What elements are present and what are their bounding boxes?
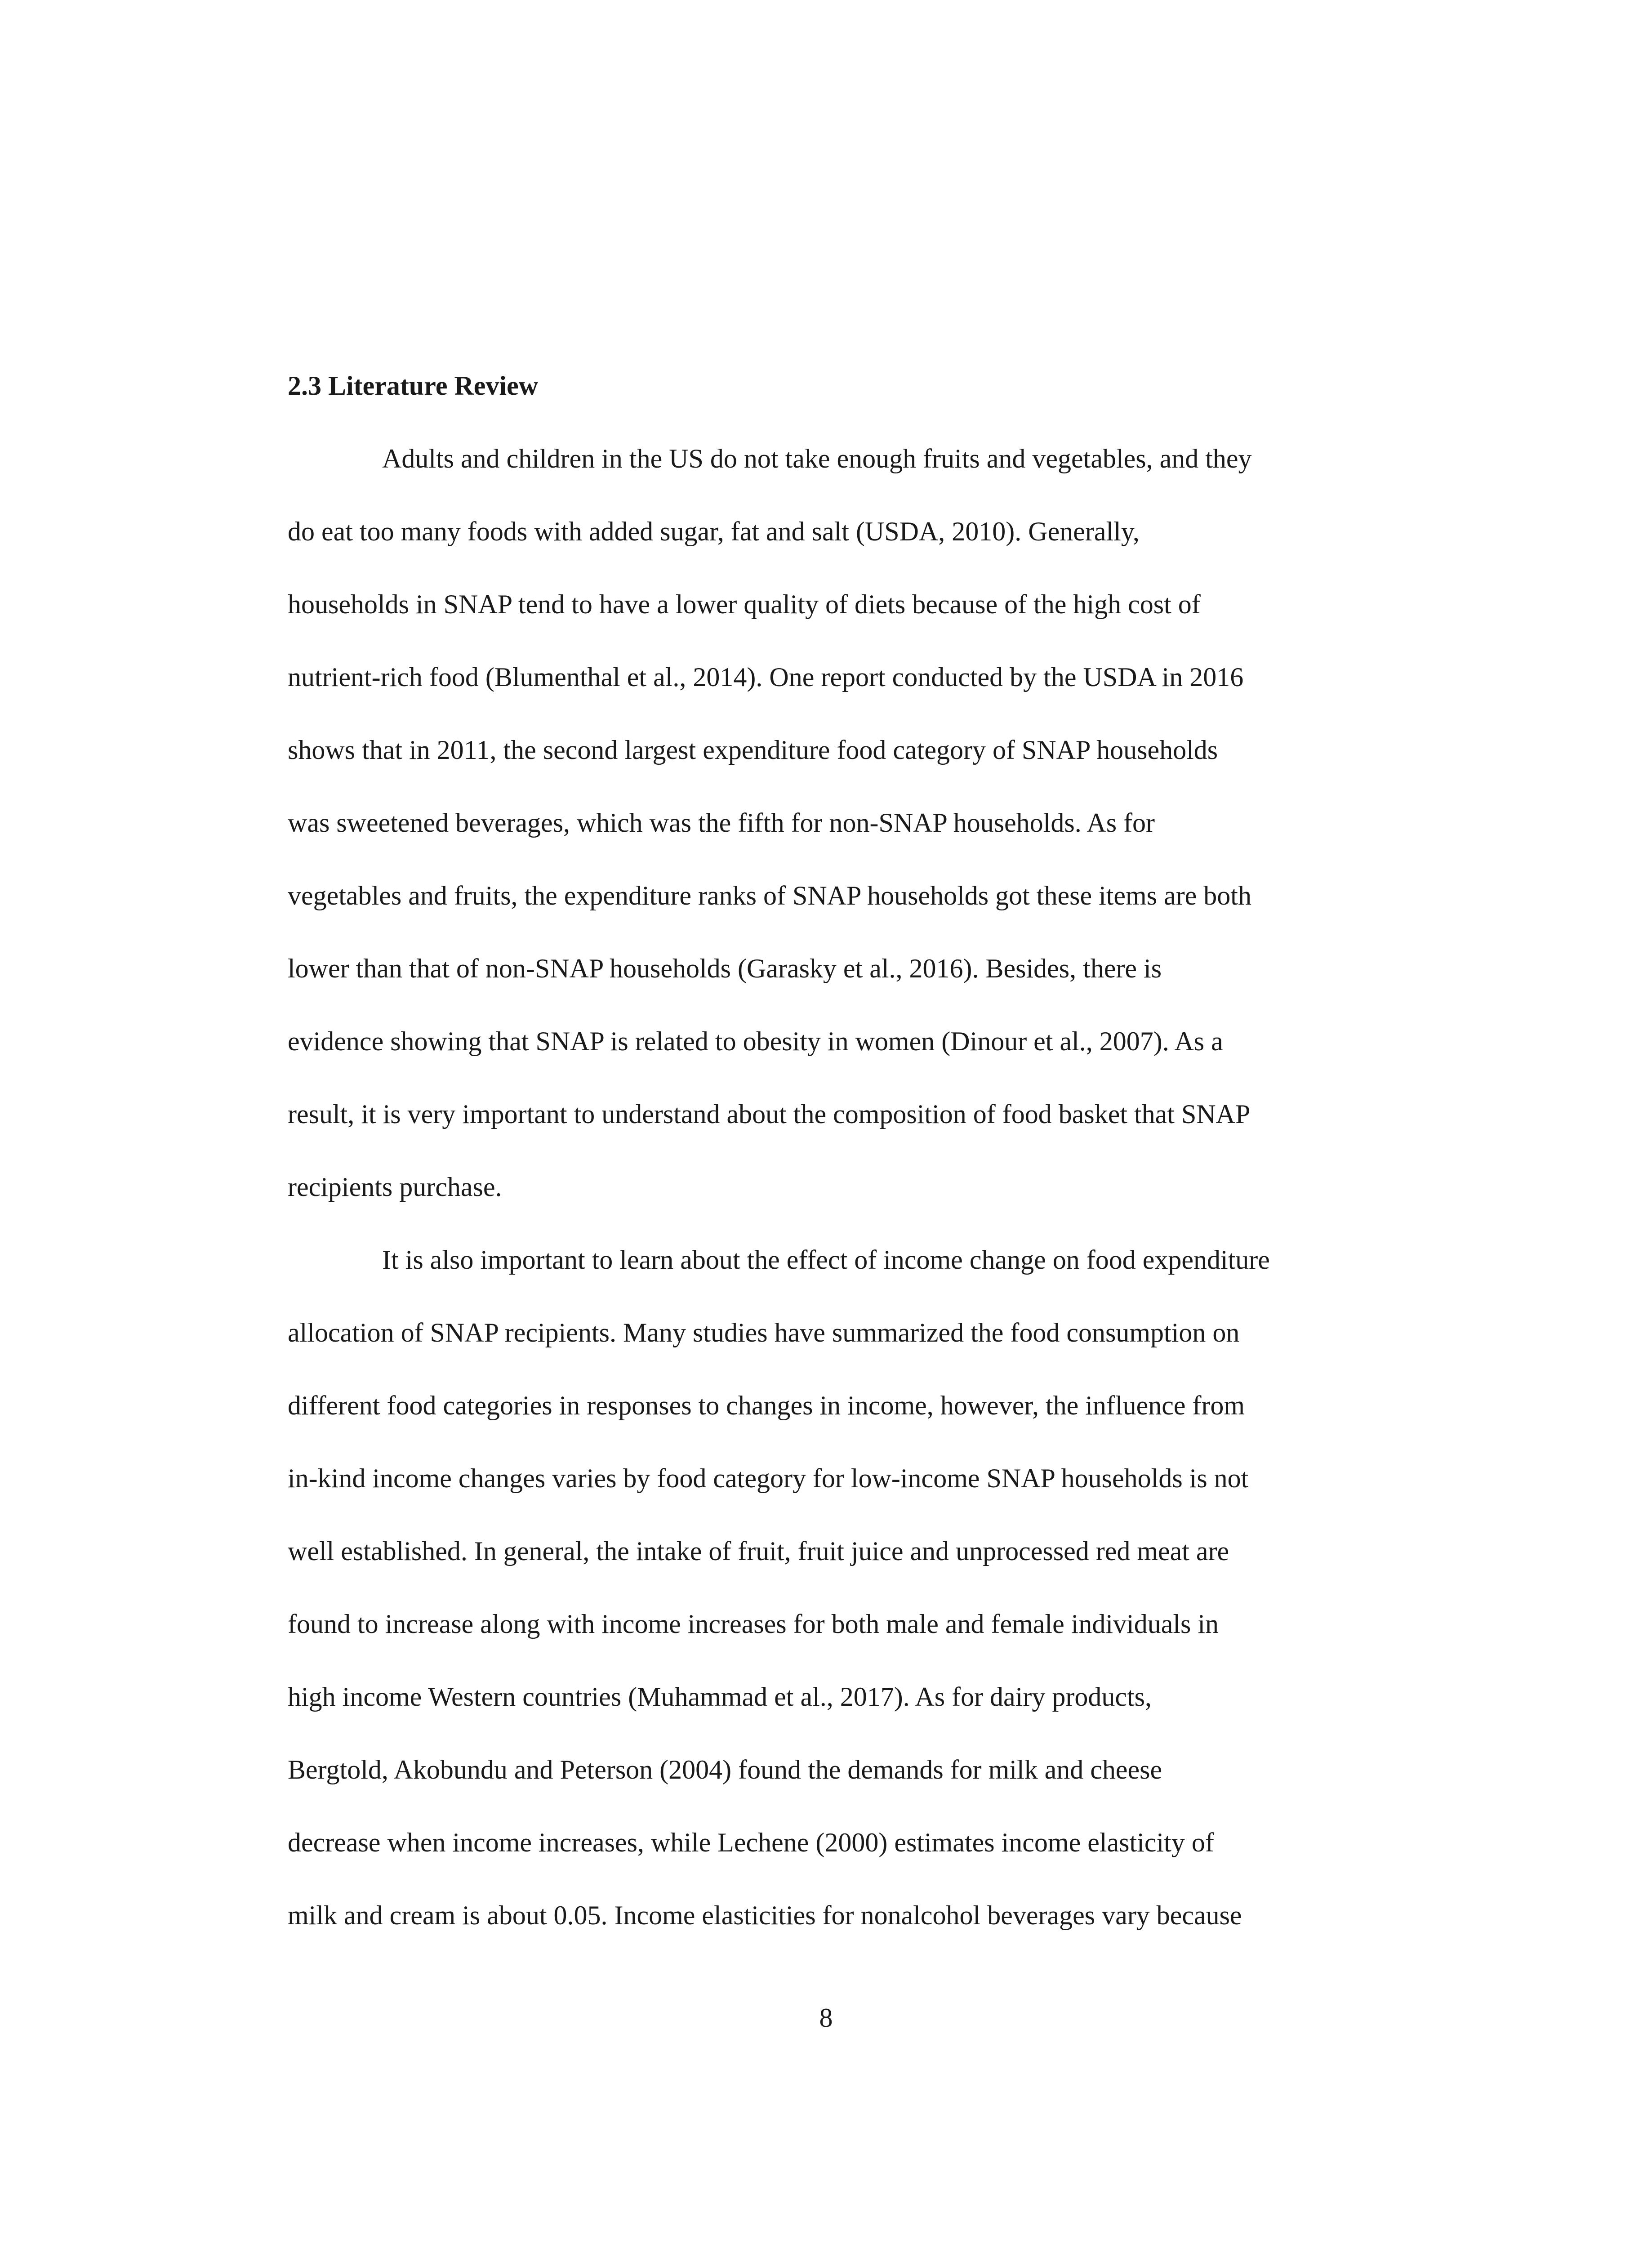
paragraph-2-line-5: well established. In general, the intake of fruit, fruit juice and unprocessed red meat are: [288, 1536, 1229, 1566]
paragraph-2-line-10: milk and cream is about 0.05. Income elasticities for nonalcohol beverages vary because: [288, 1900, 1242, 1930]
paragraph-1-line-4: nutrient-rich food (Blumenthal et al., 2014). One report conducted by the USDA in 2016: [288, 662, 1244, 692]
paragraph-1-line-6: was sweetened beverages, which was the fifth for non-SNAP households. As for: [288, 808, 1155, 838]
paragraph-2-line-7: high income Western countries (Muhammad et al., 2017). As for dairy products,: [288, 1682, 1152, 1712]
paragraph-1-line-10: result, it is very important to understand about the composition of food basket that SNAP: [288, 1099, 1251, 1129]
paragraph-2-line-9: decrease when income increases, while Lechene (2000) estimates income elasticity of: [288, 1828, 1214, 1857]
paragraph-2-line-3: different food categories in responses to changes in income, however, the influence from: [288, 1391, 1245, 1420]
paragraph-1-line-8: lower than that of non-SNAP households (Garasky et al., 2016). Besides, there is: [288, 954, 1162, 983]
paragraph-1-line-3: households in SNAP tend to have a lower quality of diets because of the high cost of: [288, 589, 1201, 619]
paragraph-2-line-1: It is also important to learn about the effect of income change on food expenditure: [382, 1245, 1270, 1275]
page-number: 8: [819, 2003, 833, 2033]
paragraph-1-line-1: Adults and children in the US do not take enough fruits and vegetables, and they: [382, 444, 1252, 473]
paragraph-1-line-11: recipients purchase.: [288, 1172, 502, 1202]
paragraph-2-line-4: in-kind income changes varies by food category for low-income SNAP households is not: [288, 1463, 1249, 1493]
paragraph-1-line-5: shows that in 2011, the second largest expenditure food category of SNAP households: [288, 735, 1218, 765]
paragraph-2-line-8: Bergtold, Akobundu and Peterson (2004) found the demands for milk and cheese: [288, 1755, 1162, 1784]
paragraph-2-line-6: found to increase along with income increases for both male and female individuals in: [288, 1609, 1219, 1639]
section-heading: 2.3 Literature Review: [288, 371, 539, 401]
paragraph-1-line-2: do eat too many foods with added sugar, fat and salt (USDA, 2010). Generally,: [288, 517, 1140, 546]
paragraph-2-line-2: allocation of SNAP recipients. Many studies have summarized the food consumption on: [288, 1318, 1240, 1347]
paragraph-1-line-7: vegetables and fruits, the expenditure ranks of SNAP households got these items are both: [288, 881, 1251, 910]
paragraph-1-line-9: evidence showing that SNAP is related to obesity in women (Dinour et al., 2007). As a: [288, 1026, 1223, 1056]
